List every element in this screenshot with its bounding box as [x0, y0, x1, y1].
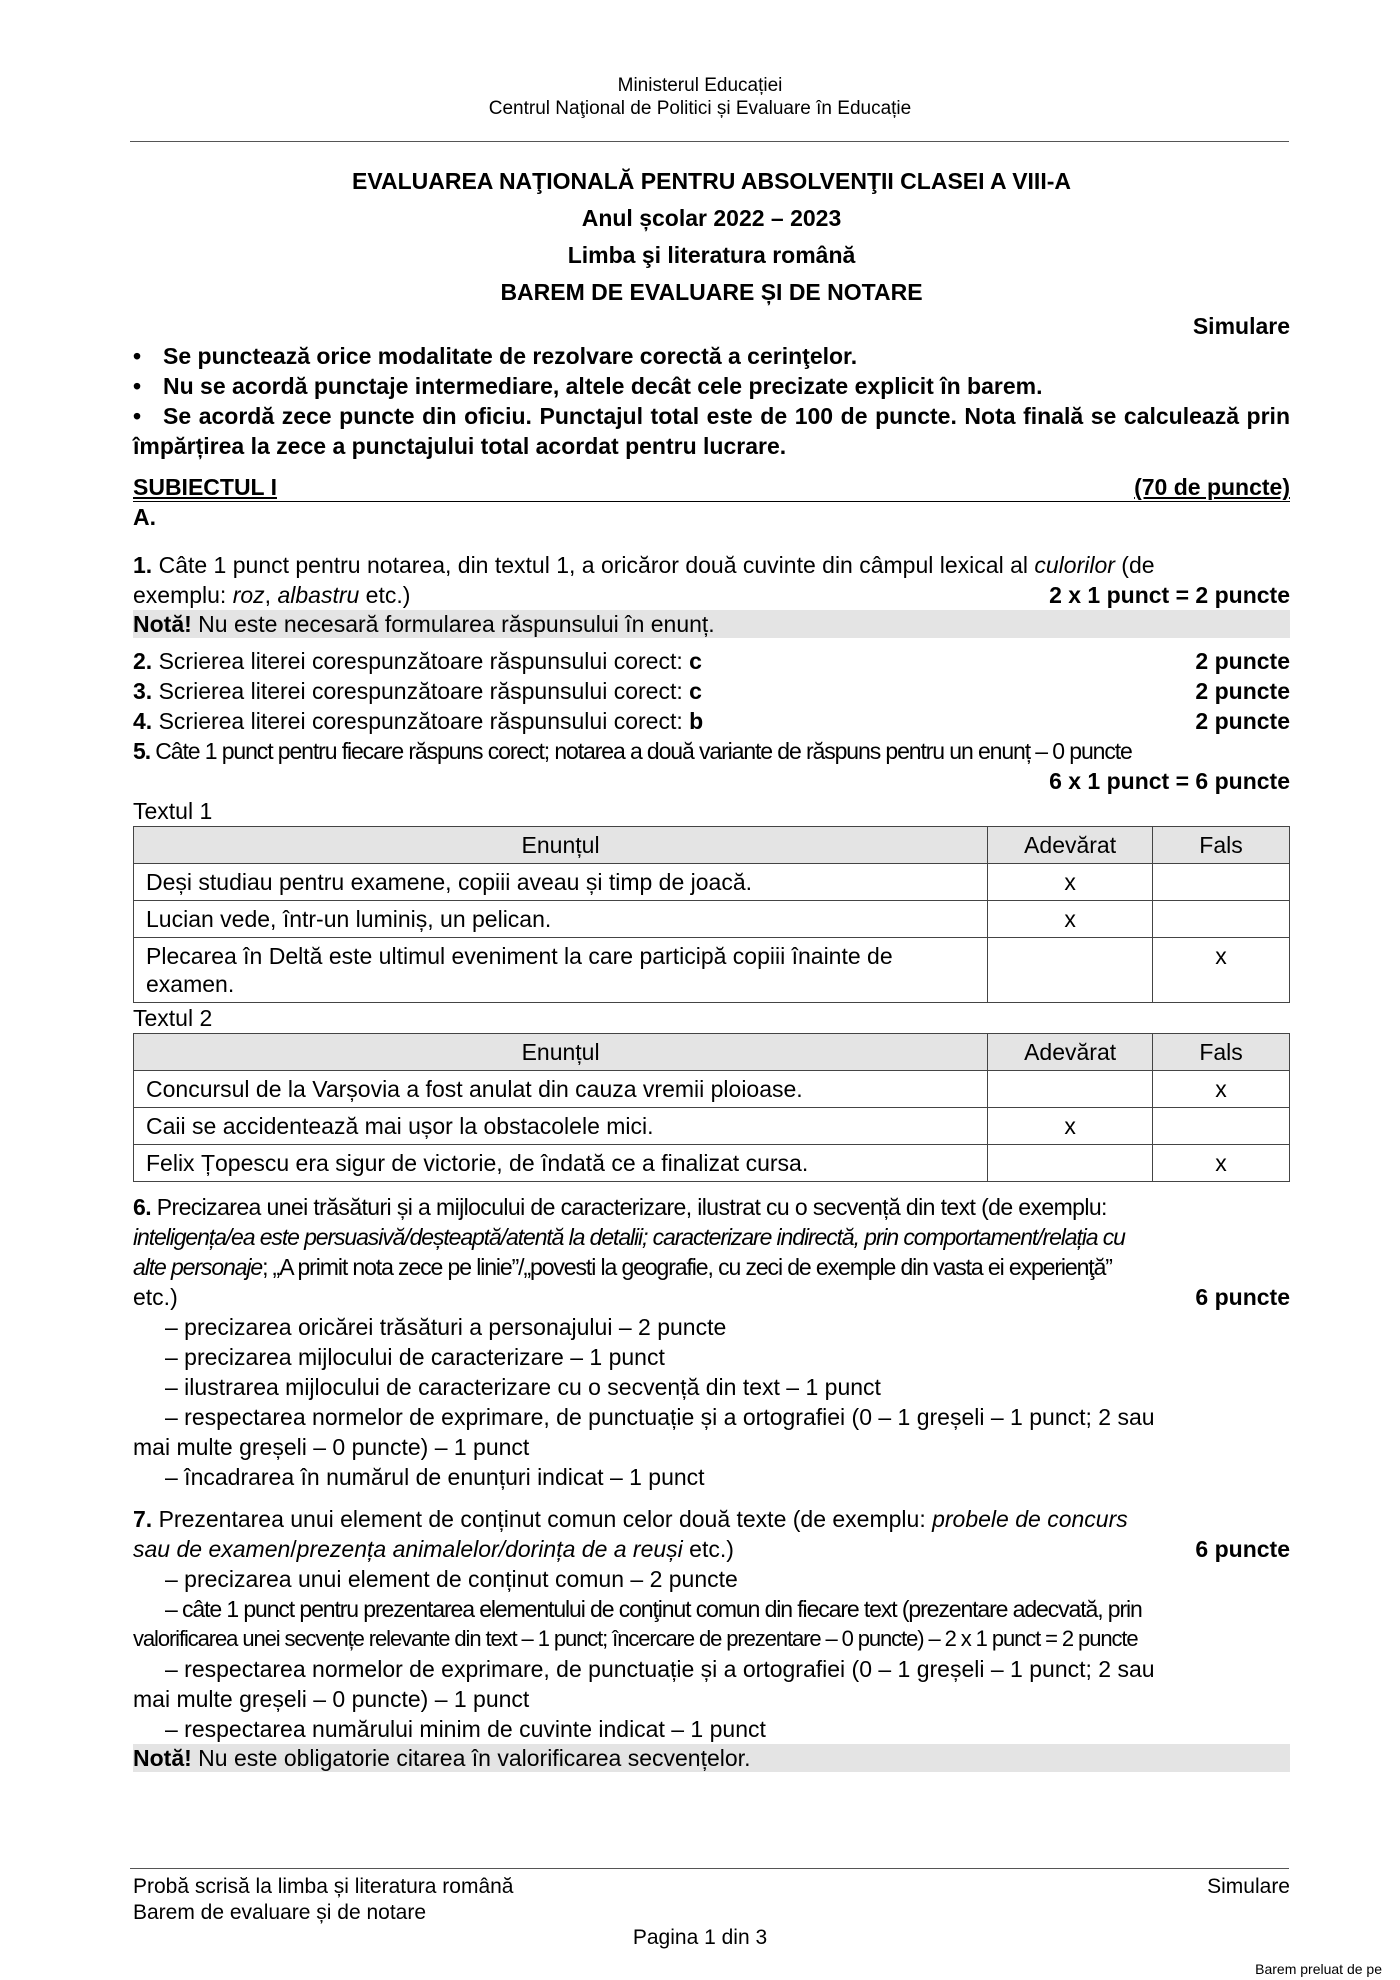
table-row: Concursul de la Varșovia a fost anulat din cauza vremii ploioase. x: [134, 1071, 1290, 1108]
general-rules: [133, 341, 1290, 461]
q1-note: Notă! Nu este necesară formularea răspunsului în enunț.: [133, 610, 1290, 638]
table-row: Lucian vede, într-un luminiș, un pelican. x: [134, 901, 1290, 938]
bullet-icon: •: [133, 373, 142, 399]
footer-doc: Barem de evaluare și de notare: [133, 1901, 427, 1924]
table-row: Caii se accidentează mai ușor la obstacolele mici. x: [134, 1108, 1290, 1145]
criteria-item: – respectarea numărului minim de cuvinte indicat – 1 punct: [165, 1716, 766, 1742]
table-row: Plecarea în Deltă este ultimul eveniment la care participă copiii înainte de examen. x: [134, 938, 1290, 1003]
criteria-item: – respectarea normelor de exprimare, de punctuație și a ortografiei (0 – 1 greșeli – 1 punct; 2 sau: [165, 1404, 1155, 1430]
question-1: 1. Câte 1 punct pentru notarea, din textul 1, a oricăror două cuvinte din câmpul lexical al culorilor (de exemplu: roz, albastru etc.) 2 x 1 punct = 2 puncte Notă! Nu este necesară formularea răspunsului în enunț.: [133, 552, 1290, 637]
rule-item: • Se punctează orice modalitate de rezolvare corectă a cerinţelor.: [133, 343, 858, 369]
criteria-item: – câte 1 punct pentru prezentarea elementului de conţinut comun din fiecare text (prezentare adecvată, prin: [165, 1596, 1142, 1622]
criteria-item: – precizarea mijlocului de caracterizare – 1 punct: [165, 1344, 665, 1370]
table-header-row: Enunțul Adevărat Fals: [134, 827, 1290, 864]
school-year: Anul școlar 2022 – 2023: [581, 205, 842, 231]
ministry-name: Ministerul Educației: [617, 75, 783, 96]
table-row: Deși studiau pentru examene, copiii aveau și timp de joacă. x: [134, 864, 1290, 901]
page-footer: [133, 1874, 1290, 1926]
question-6: 6. Precizarea unei trăsături și a mijlocului de caracterizare, ilustrat cu o secvență din text (de exemplu: inteligența/ea este persuasivă/deșteaptă/atentă la detalii; caracterizare indirectă, prin comportament/relația cu alte personaje; „A primit nota zece pe linie”/„povesti la geografie, cu zeci de exemple din vasta ei experienţă” etc.) 6 puncte – precizarea oricărei trăsături a personajului – 2 puncte – precizarea mijlocului de caracterizare – 1 punct – ilustrarea mijlocului de caracterizare cu o secvență din text – 1 punct – respectarea normelor de exprimare, de punctuație și a ortografiei (0 – 1 greșeli – 1 punct; 2 sau mai multe greșeli – 0 puncte) – 1 punct – încadrarea în numărul de enunțuri indicat – 1 punct: [133, 1194, 1290, 1490]
q7-note: Notă! Nu este obligatorie citarea în valorificarea secvențelor.: [133, 1744, 1290, 1772]
criteria-item: – precizarea unui element de conținut comun – 2 puncte: [165, 1566, 738, 1592]
q1-score: 2 x 1 punct = 2 puncte: [1049, 582, 1290, 608]
question-5: 5. Câte 1 punct pentru fiecare răspuns corect; notarea a două variante de răspuns pentru un enunț – 0 puncte 6 x 1 punct = 6 puncte: [133, 738, 1290, 794]
table-text-1: [133, 826, 1290, 1003]
criteria-item-cont: mai multe greșeli – 0 puncte) – 1 punct: [133, 1686, 530, 1712]
section-heading: [133, 473, 1290, 502]
rule-item: • Nu se acordă punctaje intermediare, altele decât cele precizate explicit în barem.: [133, 373, 1043, 399]
source-note: Barem preluat de pe: [1255, 1961, 1382, 1977]
variant-label: Simulare: [1192, 313, 1290, 339]
question-2: 2. Scrierea literei corespunzătoare răspunsului corect: c 2 puncte: [133, 648, 1290, 674]
footer-variant: Simulare: [1207, 1875, 1290, 1898]
bullet-icon: •: [133, 403, 142, 429]
table1-caption: Textul 1: [133, 798, 213, 824]
part-label: A.: [133, 504, 156, 530]
exam-title: EVALUAREA NAŢIONALĂ PENTRU ABSOLVENŢII CLASEI A VIII-A: [352, 168, 1071, 194]
question-4: 4. Scrierea literei corespunzătoare răspunsului corect: b 2 puncte: [133, 708, 1290, 734]
center-name: Centrul Naţional de Politici și Evaluare în Educație: [488, 98, 912, 119]
subject-name: Limba şi literatura română: [567, 242, 856, 268]
table2-caption: Textul 2: [133, 1005, 213, 1031]
criteria-item: – încadrarea în numărul de enunțuri indicat – 1 punct: [165, 1464, 705, 1490]
table-row: Felix Țopescu era sigur de victorie, de îndată ce a finalizat cursa. x: [134, 1145, 1290, 1182]
criteria-item: – respectarea normelor de exprimare, de punctuație și a ortografiei (0 – 1 greșeli – 1 punct; 2 sau: [165, 1656, 1155, 1682]
question-7: 7. Prezentarea unui element de conținut comun celor două texte (de exemplu: probele de concurs sau de examen/prezența animalelor/dorința de a reuși etc.) 6 puncte – precizarea unui element de conținut comun – 2 puncte – câte 1 punct pentru prezentarea elementului de conţinut comun din fiecare text (prezentare adecvată, prin valorificarea unei secvențe relevante din text – 1 punct; încercare de prezentare – 0 puncte) – 2 x 1 punct = 2 puncte – respectarea normelor de exprimare, de punctuație și a ortografiei (0 – 1 greșeli – 1 punct; 2 sau mai multe greșeli – 0 puncte) – 1 punct – respectarea numărului minim de cuvinte indicat – 1 punct Notă! Nu este obligatorie citarea în valorificarea secvențelor.: [133, 1506, 1290, 1771]
barem-title: BAREM DE EVALUARE ȘI DE NOTARE: [500, 279, 923, 305]
section-points: (70 de puncte): [1134, 474, 1290, 500]
page-header: [0, 74, 1400, 120]
table-header-row: Enunțul Adevărat Fals: [134, 1034, 1290, 1071]
criteria-item-cont: valorificarea unei secvențe relevante din text – 1 punct; încercare de prezentare – 0 puncte) – 2 x 1 punct = 2 puncte: [133, 1626, 1138, 1651]
criteria-item: – precizarea oricărei trăsături a personajului – 2 puncte: [165, 1314, 727, 1340]
question-3: 3. Scrierea literei corespunzătoare răspunsului corect: c 2 puncte: [133, 678, 1290, 704]
header-divider: [130, 141, 1289, 142]
criteria-item: – ilustrarea mijlocului de caracterizare cu o secvență din text – 1 punct: [165, 1374, 881, 1400]
criteria-item-cont: mai multe greșeli – 0 puncte) – 1 punct: [133, 1434, 530, 1460]
document-titles: [133, 163, 1290, 311]
section-label: SUBIECTUL I: [133, 474, 277, 500]
rule-item: • Se acordă zece puncte din oficiu. Punctajul total este de 100 de puncte. Nota finală se calculează prin împărțirea la zece a punctajului total acordat pentru lucrare.: [133, 403, 1290, 459]
page-number: Pagina 1 din 3: [632, 1926, 768, 1949]
footer-exam: Probă scrisă la limba și literatura română: [133, 1875, 514, 1898]
bullet-icon: •: [133, 343, 142, 369]
footer-divider: [130, 1868, 1289, 1869]
main-content: [133, 163, 1290, 1772]
table-text-2: [133, 1033, 1290, 1182]
